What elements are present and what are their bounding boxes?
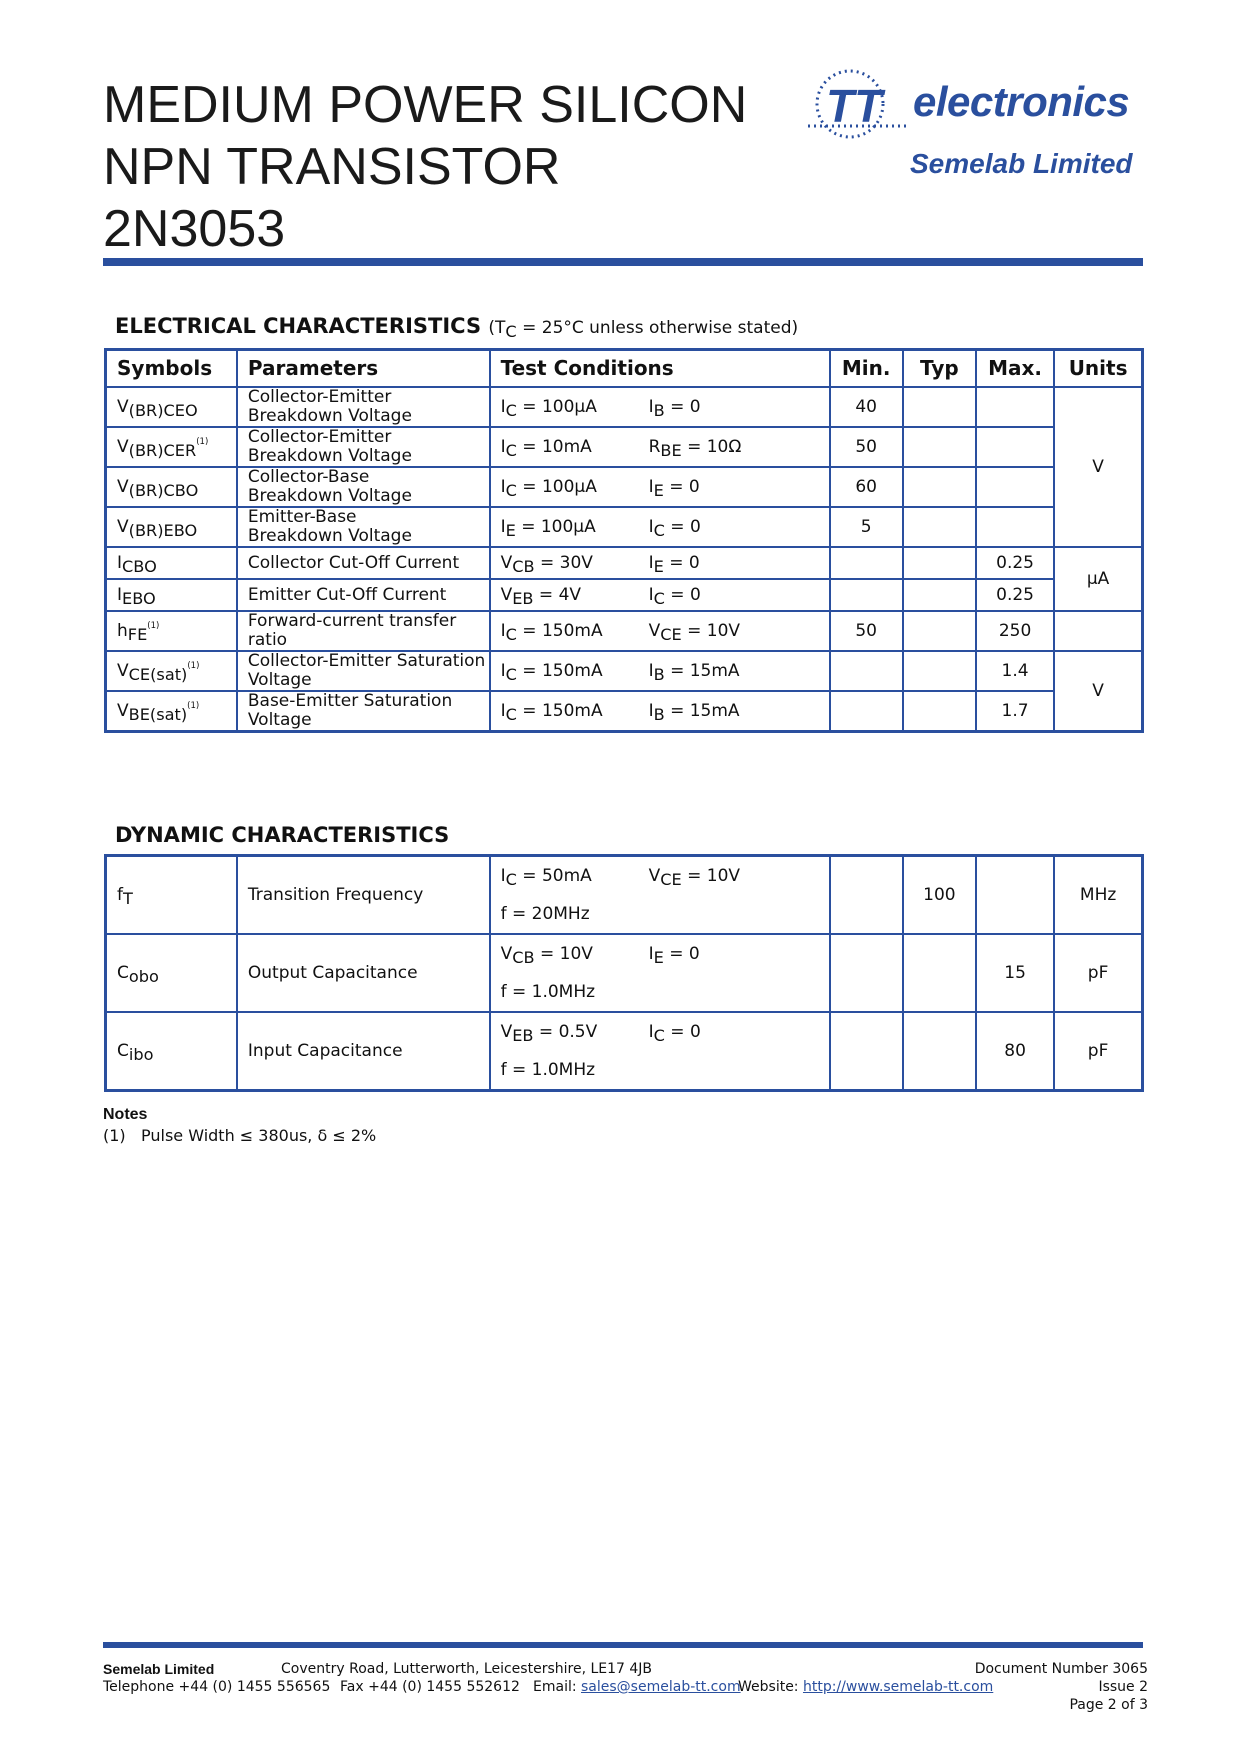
units-cell: V [1054,387,1142,547]
table-row [106,579,1143,611]
test-conditions-cell [490,579,830,611]
table-row [106,691,1143,732]
test-condition: $I_C = 10mA$ [500,436,592,460]
document-title [103,74,747,260]
max-value [976,467,1054,507]
parameter-cell: Collector Cut-Off Current [237,547,490,579]
table-row [106,611,1143,651]
symbol-cell: $V_{(BR)CEO}$ [106,387,237,427]
test-conditions-cell [490,691,830,732]
units-cell: pF [1054,1012,1142,1091]
test-condition: $I_C = 0$ [648,584,701,608]
table-row [106,507,1143,547]
test-condition: $I_E = 0$ [648,476,700,500]
test-condition: $I_B = 15mA$ [648,660,740,684]
units-cell [1054,611,1142,651]
test-conditions-cell [490,507,830,547]
email-link[interactable]: sales@semelab-tt.com [581,1679,741,1695]
symbol-cell: $V_{BE(sat)}^{(1)}$ [106,691,237,732]
table-row [106,651,1143,691]
min-value: 60 [830,467,903,507]
symbol-cell: $C_{ibo}$ [106,1012,237,1091]
test-conditions-cell [490,651,830,691]
units-cell: pF [1054,934,1142,1012]
typ-value [903,579,976,611]
logo-company-text: Semelab Limited [910,148,1133,179]
min-value [830,934,903,1012]
test-condition: $I_B = 0$ [648,396,701,420]
max-value: 1.7 [976,691,1054,732]
electrical-condition: ($T_C = 25^\circ C$ unless otherwise stated) [488,318,799,341]
parameter-cell: Base-Emitter Saturation Voltage [237,691,490,732]
col-units: Units [1054,350,1142,388]
table-row [106,1012,1143,1091]
symbol-cell: $V_{CE(sat)}^{(1)}$ [106,651,237,691]
test-conditions-cell [490,387,830,427]
page-footer [103,1660,1148,1714]
footer-telephone: Telephone +44 (0) 1455 556565 [103,1679,331,1695]
test-condition: $I_C = 50mA$ [500,866,592,889]
test-conditions-cell [490,427,830,467]
col-test-conditions: Test Conditions [490,350,830,388]
title-line-2: NPN TRANSISTOR [103,138,561,196]
test-condition: $V_{CE} = 10V$ [648,866,741,889]
table-row [106,387,1143,427]
min-value: 50 [830,427,903,467]
test-conditions-cell [490,1012,830,1091]
test-condition: $I_C = 150mA$ [500,660,603,684]
test-conditions-cell [490,611,830,651]
tt-mark-text: TT [826,80,883,132]
min-value [830,579,903,611]
typ-value [903,467,976,507]
max-value: 0.25 [976,579,1054,611]
test-conditions-cell [490,934,830,1012]
footer-email: Email: sales@semelab-tt.com [533,1679,741,1695]
max-value [976,427,1054,467]
symbol-cell: $V_{(BR)EBO}$ [106,507,237,547]
symbol-cell: $C_{obo}$ [106,934,237,1012]
notes-section [103,1104,376,1146]
parameter-cell: Input Capacitance [237,1012,490,1091]
units-cell: µA [1054,547,1142,611]
website-link[interactable]: http://www.semelab-tt.com [802,1679,994,1695]
test-condition: $R_{BE} = 10\Omega$ [648,436,742,460]
test-condition: $V_{EB} = 4V$ [500,584,582,608]
min-value [830,547,903,579]
col-symbols: Symbols [106,350,237,388]
test-condition: $I_C = 100\mu A$ [500,476,597,500]
max-value: 80 [976,1012,1054,1091]
col-min: Min. [830,350,903,388]
notes-heading: Notes [103,1106,148,1123]
symbol-cell: $h_{FE}^{(1)}$ [106,611,237,651]
test-condition: $I_C = 150mA$ [500,620,603,644]
col-parameters: Parameters [237,350,490,388]
typ-value [903,1012,976,1091]
test-conditions-cell [490,856,830,935]
symbol-cell: $I_{EBO}$ [106,579,237,611]
units-cell: MHz [1054,856,1142,935]
test-condition: $V_{CE} = 10V$ [648,620,741,644]
footer-fax: Fax +44 (0) 1455 552612 [340,1679,520,1695]
parameter-cell: Emitter Cut-Off Current [237,579,490,611]
symbol-cell: $V_{(BR)CER}^{(1)}$ [106,427,237,467]
footer-issue: Issue 2 [1098,1679,1148,1695]
table-row [106,547,1143,579]
typ-value [903,547,976,579]
test-condition: $V_{EB} = 0.5V$ [500,1022,598,1045]
title-line-3: 2N3053 [103,200,286,258]
table-row [106,934,1143,1012]
test-conditions-cell [490,547,830,579]
max-value [976,387,1054,427]
table-row [106,467,1143,507]
parameter-cell: Collector-Emitter Breakdown Voltage [237,427,490,467]
dynamic-heading: DYNAMIC CHARACTERISTICS [115,823,450,847]
parameter-cell: Output Capacitance [237,934,490,1012]
min-value [830,651,903,691]
table-header-row [106,350,1143,388]
test-condition: $I_E = 0$ [648,944,700,967]
test-condition: $I_E = 100\mu A$ [500,516,596,540]
tt-electronics-logo [808,66,1148,186]
test-condition: f = 1.0MHz [500,1060,596,1080]
max-value: 250 [976,611,1054,651]
min-value: 5 [830,507,903,547]
col-max: Max. [976,350,1054,388]
parameter-cell: Collector-Base Breakdown Voltage [237,467,490,507]
max-value: 15 [976,934,1054,1012]
test-condition: $I_C = 0$ [648,1022,701,1045]
parameter-cell: Forward-current transfer ratio [237,611,490,651]
max-value [976,856,1054,935]
typ-value [903,934,976,1012]
typ-value [903,651,976,691]
max-value: 0.25 [976,547,1054,579]
footer-rule [103,1642,1143,1648]
typ-value [903,611,976,651]
min-value: 50 [830,611,903,651]
symbol-cell: $V_{(BR)CBO}$ [106,467,237,507]
test-condition: $V_{CB} = 30V$ [500,552,593,576]
header-rule [103,258,1143,266]
test-conditions-cell [490,467,830,507]
units-cell: V [1054,651,1142,732]
footer-address: Coventry Road, Lutterworth, Leicestershire, LE17 4JB [281,1661,653,1677]
test-condition: f = 20MHz [500,904,590,924]
table-row [106,427,1143,467]
min-value [830,856,903,935]
footer-page-number: Page 2 of 3 [1069,1697,1148,1713]
parameter-cell: Emitter-Base Breakdown Voltage [237,507,490,547]
title-line-1: MEDIUM POWER SILICON [103,76,748,134]
electrical-table [104,348,1144,733]
parameter-cell: Collector-Emitter Saturation Voltage [237,651,490,691]
table-row [106,856,1143,935]
test-condition: $I_C = 100\mu A$ [500,396,597,420]
footer-company: Semelab Limited [103,1661,215,1677]
test-condition: $I_C = 0$ [648,516,701,540]
footer-website: Website: http://www.semelab-tt.com [738,1679,994,1695]
col-typ: Typ [903,350,976,388]
test-condition: $V_{CB} = 10V$ [500,944,593,967]
typ-value [903,427,976,467]
min-value [830,1012,903,1091]
test-condition: $I_B = 15mA$ [648,700,740,724]
parameter-cell: Collector-Emitter Breakdown Voltage [237,387,490,427]
max-value: 1.4 [976,651,1054,691]
electrical-heading: ELECTRICAL CHARACTERISTICS ($T_C = 25^\circ C$ unless otherwise stated) [115,314,799,341]
min-value: 40 [830,387,903,427]
test-condition: $I_E = 0$ [648,552,700,576]
min-value [830,691,903,732]
test-condition: $I_C = 150mA$ [500,700,603,724]
tt-logo-mark-icon [808,66,918,146]
note-item: (1) Pulse Width ≤ 380us, δ ≤ 2% [103,1126,377,1145]
typ-value: 100 [903,856,976,935]
test-condition: f = 1.0MHz [500,982,596,1002]
typ-value [903,691,976,732]
typ-value [903,507,976,547]
symbol-cell: $f_T$ [106,856,237,935]
typ-value [903,387,976,427]
max-value [976,507,1054,547]
parameter-cell: Transition Frequency [237,856,490,935]
symbol-cell: $I_{CBO}$ [106,547,237,579]
logo-brand-text: electronics [913,78,1130,125]
footer-doc-number: Document Number 3065 [974,1661,1148,1677]
dynamic-table [104,854,1144,1092]
